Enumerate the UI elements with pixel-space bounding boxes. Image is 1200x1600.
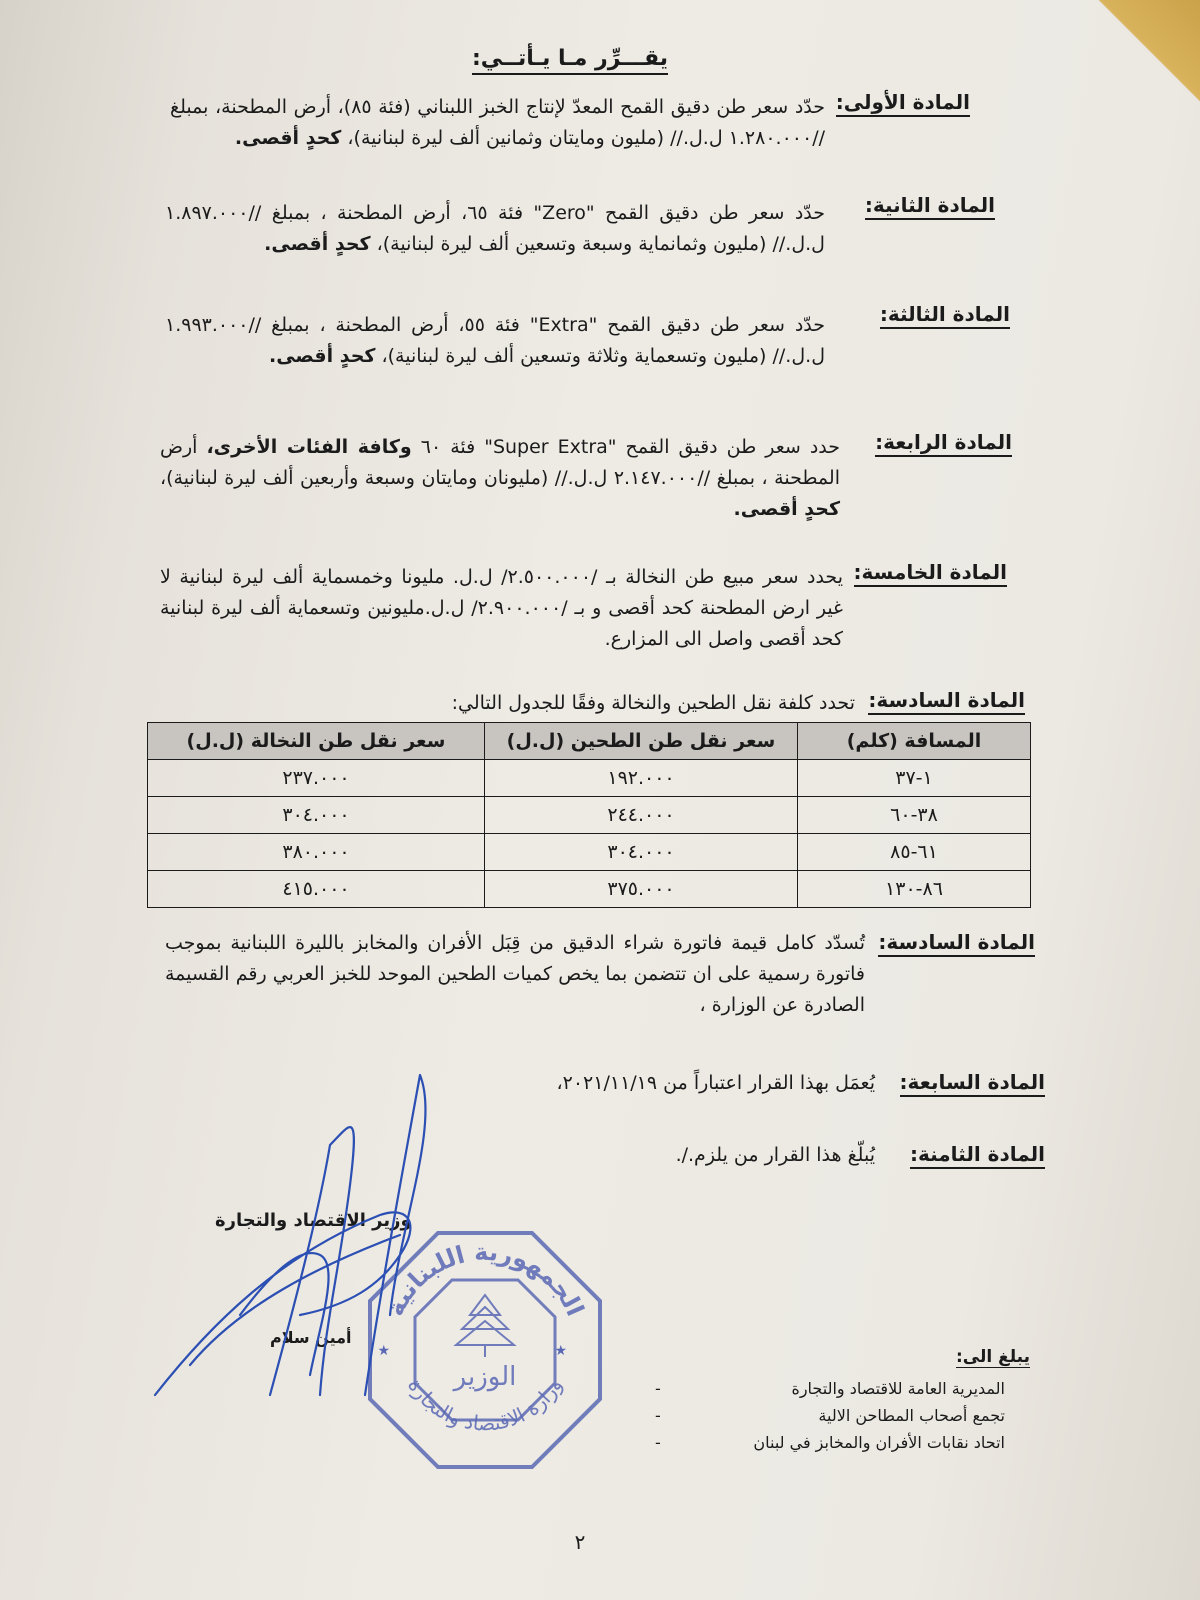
notify-title: يبلغ الى: [955, 1347, 1030, 1367]
minister-name: أمين سلام [270, 1328, 352, 1347]
article-1-title: المادة الأولى: [836, 90, 970, 117]
table-cell: ٣٠٤.٠٠٠ [485, 834, 798, 871]
star-icon: ★ [554, 1343, 567, 1359]
list-item: اتحاد نقابات الأفران والمخابز في لبنان - [655, 1433, 1005, 1452]
article-2-body: حدّد سعر طن دقيق القمح "Zero" فئة ٦٥، أرض المطحنة ، بمبلغ //١.٨٩٧.٠٠٠ ل.ل.// (مليون وثمانماية وسبعة وتسعين ألف ليرة لبنانية)، كحدٍ أقصى. [165, 202, 825, 255]
table-cell: ١٩٢.٠٠٠ [485, 760, 798, 797]
article-6b-title: المادة السادسة: [878, 930, 1035, 957]
article-6-title: المادة السادسة: [868, 688, 1025, 715]
table-cell: ٣٧٥.٠٠٠ [485, 871, 798, 908]
svg-text:وزارة الاقتصاد والتجارة [403, 1374, 567, 1435]
cedar-icon [456, 1295, 514, 1357]
article-7-body: يُعمَل بهذا القرار اعتباراً من ٢٠٢١/١١/١٩، [556, 1072, 875, 1094]
table-cell: ٢٣٧.٠٠٠ [148, 760, 485, 797]
table-header-row [148, 723, 1031, 760]
article-1-body: حدّد سعر طن دقيق القمح المعدّ لإنتاج الخبز اللبناني (فئة ٨٥)، أرض المطحنة، بمبلغ //١.٢٨٠.٠٠٠ ل.ل.// (مليون ومايتان وثمانين ألف ليرة لبنانية)، كحدٍ أقصى. [170, 96, 826, 149]
article-5-body: يحدد سعر مبيع طن النخالة بـ /٢.٥٠٠.٠٠٠/ ل.ل. مليونا وخمسماية ألف ليرة لبنانية لا غير ارض المطحنة كحد أقصى و بـ /٢.٩٠٠.٠٠٠/ ل.ل.مليونين وتسعماية ألف ليرة لبنانية كحد أقصى واصل الى المزارع. [160, 566, 843, 650]
svg-text:الجمهورية اللبنانية [381, 1238, 589, 1320]
article-8-title: المادة الثامنة: [910, 1142, 1045, 1169]
table-cell: ٢٤٤.٠٠٠ [485, 797, 798, 834]
table-header-distance: المسافة (كلم) [798, 723, 1031, 760]
page-number: ٢ [574, 1530, 586, 1554]
article-6b-body: تُسدّد كامل قيمة فاتورة شراء الدقيق من قِبَل الأفران والمخابز بالليرة اللبنانية بموجب فاتورة رسمية على ان تتضمن بما يخص كميات الطحين الموحد للخبز العربي رقم القسيمة الصادرة عن الوزارة ، [165, 932, 865, 1016]
list-item: تجمع أصحاب المطاحن الالية - [655, 1406, 1005, 1425]
notify-list [645, 1375, 1005, 1456]
list-item: المديرية العامة للاقتصاد والتجارة - [655, 1379, 1005, 1398]
table-row [148, 834, 1031, 871]
table-cell: ٤١٥.٠٠٠ [148, 871, 485, 908]
star-icon: ★ [377, 1343, 390, 1359]
article-3-body: حدّد سعر طن دقيق القمح "Extra" فئة ٥٥، أرض المطحنة ، بمبلغ //١.٩٩٣.٠٠٠ ل.ل.// (مليون وتسعماية وثلاثة وتسعين ألف ليرة لبنانية)، كحدٍ أقصى. [165, 314, 826, 367]
table-cell: ٣٨٠.٠٠٠ [148, 834, 485, 871]
table-row [148, 871, 1031, 908]
article-5-title: المادة الخامسة: [854, 560, 1007, 587]
article-2-title: المادة الثانية: [865, 193, 995, 220]
table-header-flour-cost: سعر نقل طن الطحين (ل.ل) [485, 723, 798, 760]
table-row [148, 797, 1031, 834]
article-3-title: المادة الثالثة: [880, 302, 1010, 329]
stamp-top-text: الجمهورية اللبنانية [380, 1237, 590, 1321]
article-7-title: المادة السابعة: [900, 1070, 1045, 1097]
article-4-body: حدد سعر طن دقيق القمح "Super Extra" فئة ٦٠ وكافة الفئات الأخرى، أرض المطحنة ، بمبلغ //٢.١٤٧.٠٠٠ ل.ل.// (مليونان ومايتان وسبعة وأربعين ألف ليرة لبنانية)، كحدٍ أقصى. [160, 436, 841, 520]
decision-heading: يقـــرِّر مـا يـأتــي: [0, 46, 1140, 71]
ministry-stamp [360, 1225, 610, 1475]
handwritten-signature [150, 1065, 470, 1425]
article-4-title: المادة الرابعة: [875, 430, 1012, 457]
transport-cost-table [147, 722, 1031, 908]
table-cell: ٣٨-٦٠ [798, 797, 1031, 834]
minister-title: وزير الاقتصاد والتجارة [215, 1210, 412, 1231]
table-cell: ٣٠٤.٠٠٠ [148, 797, 485, 834]
article-8-body: يُبلّغ هذا القرار من يلزم./. [675, 1144, 875, 1166]
table-cell: ٦١-٨٥ [798, 834, 1031, 871]
table-cell: ٨٦-١٣٠ [798, 871, 1031, 908]
stamp-bottom-text: وزارة الاقتصاد والتجارة [403, 1374, 567, 1436]
table-header-bran-cost: سعر نقل طن النخالة (ل.ل) [148, 723, 485, 760]
article-6-body: تحدد كلفة نقل الطحين والنخالة وفقًا للجدول التالي: [451, 692, 855, 714]
stamp-center-text: الوزير [453, 1362, 517, 1392]
table-row [148, 760, 1031, 797]
table-cell: ١-٣٧ [798, 760, 1031, 797]
